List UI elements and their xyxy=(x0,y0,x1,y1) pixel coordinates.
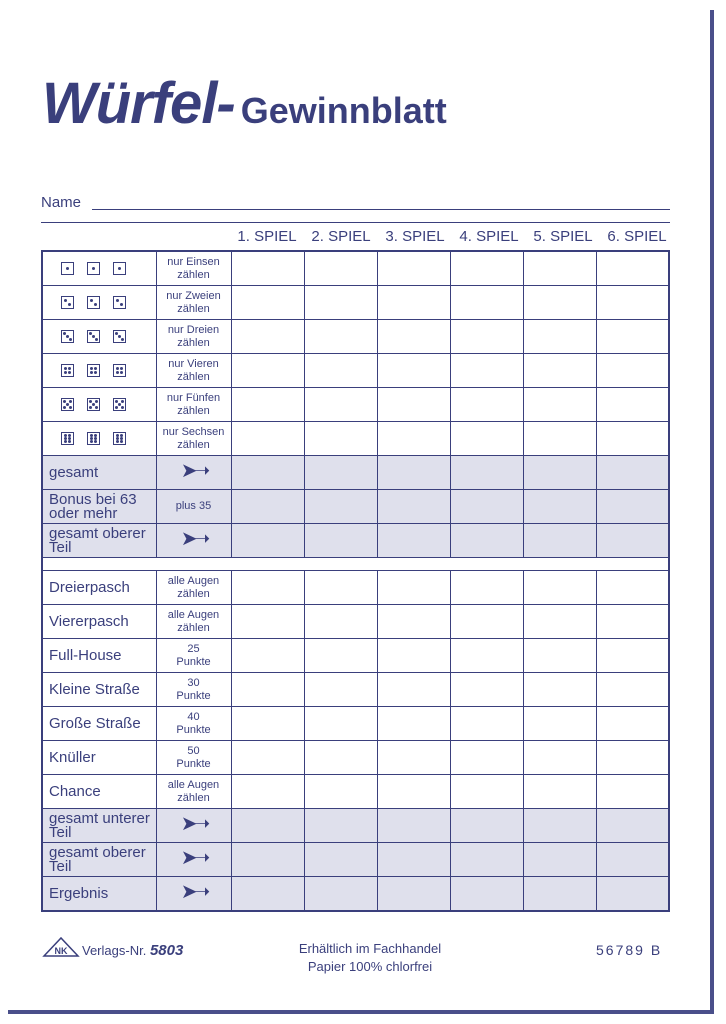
title-part1: Würfel- xyxy=(42,71,235,136)
dice-cell xyxy=(42,388,156,422)
upper-sum-1-score-5[interactable] xyxy=(523,490,596,524)
sum-row xyxy=(42,809,669,843)
category-label: Dreierpasch xyxy=(42,571,156,605)
table-row xyxy=(42,422,669,456)
upper-2-score-5[interactable] xyxy=(523,286,596,320)
upper-2-score-4[interactable] xyxy=(450,286,523,320)
lower-2-score-4[interactable] xyxy=(450,639,523,673)
upper-6-score-3[interactable] xyxy=(377,422,450,456)
footer-line2: Papier 100% chlorfrei xyxy=(307,959,433,974)
arrow-icon: ➤➝ xyxy=(180,880,207,903)
sum-description xyxy=(156,456,231,490)
upper-1-score-4[interactable] xyxy=(450,251,523,286)
lower-sum-1-score-1[interactable] xyxy=(231,843,304,877)
upper-5-score-6[interactable] xyxy=(596,388,669,422)
lower-1-score-1[interactable] xyxy=(231,605,304,639)
sum-label: Ergebnis xyxy=(42,877,156,912)
upper-3-score-5[interactable] xyxy=(523,320,596,354)
dice-cell xyxy=(42,354,156,388)
die-2-icon xyxy=(61,296,74,309)
lower-3-score-6[interactable] xyxy=(596,673,669,707)
lower-6-score-4[interactable] xyxy=(450,775,523,809)
category-label: Knüller xyxy=(42,741,156,775)
rule-description: nur Sechsen zählen xyxy=(156,422,231,456)
sum-description: plus 35 xyxy=(156,490,231,524)
divider xyxy=(41,222,670,223)
lower-4-score-5[interactable] xyxy=(523,707,596,741)
upper-1-score-5[interactable] xyxy=(523,251,596,286)
upper-2-score-6[interactable] xyxy=(596,286,669,320)
lower-5-score-6[interactable] xyxy=(596,741,669,775)
upper-6-score-2[interactable] xyxy=(304,422,377,456)
die-2-icon xyxy=(87,296,100,309)
name-input-line[interactable] xyxy=(92,209,670,210)
game-header-4: 4. SPIEL xyxy=(459,228,519,245)
lower-3-score-2[interactable] xyxy=(304,673,377,707)
upper-6-score-5[interactable] xyxy=(523,422,596,456)
upper-1-score-1[interactable] xyxy=(231,251,304,286)
category-label: Kleine Straße xyxy=(42,673,156,707)
lower-6-score-5[interactable] xyxy=(523,775,596,809)
lower-0-score-2[interactable] xyxy=(304,571,377,605)
upper-sum-0-score-3[interactable] xyxy=(377,456,450,490)
lower-sum-1-score-5[interactable] xyxy=(523,843,596,877)
lower-sum-0-score-4[interactable] xyxy=(450,809,523,843)
sum-row xyxy=(42,877,669,912)
game-headers xyxy=(230,228,672,248)
upper-4-score-5[interactable] xyxy=(523,354,596,388)
upper-4-score-4[interactable] xyxy=(450,354,523,388)
upper-6-score-1[interactable] xyxy=(231,422,304,456)
table-row xyxy=(42,673,669,707)
arrow-icon: ➤➝ xyxy=(180,459,207,482)
table-row xyxy=(42,320,669,354)
upper-4-score-3[interactable] xyxy=(377,354,450,388)
rule-description: nur Vieren zählen xyxy=(156,354,231,388)
die-6-icon xyxy=(87,432,100,445)
lower-sum-2-score-2[interactable] xyxy=(304,877,377,912)
game-header-2: 2. SPIEL xyxy=(311,228,371,245)
sum-label: Bonus bei 63 oder mehr xyxy=(42,490,156,524)
lower-sum-2-score-3[interactable] xyxy=(377,877,450,912)
sum-label: gesamt unterer Teil xyxy=(42,809,156,843)
dice-cell xyxy=(42,320,156,354)
die-2-icon xyxy=(113,296,126,309)
sum-row xyxy=(42,843,669,877)
lower-0-score-1[interactable] xyxy=(231,571,304,605)
lower-5-score-4[interactable] xyxy=(450,741,523,775)
upper-5-score-5[interactable] xyxy=(523,388,596,422)
game-header-1: 1. SPIEL xyxy=(237,228,297,245)
dice-cell xyxy=(42,286,156,320)
lower-sum-1-score-3[interactable] xyxy=(377,843,450,877)
lower-5-score-5[interactable] xyxy=(523,741,596,775)
lower-2-score-6[interactable] xyxy=(596,639,669,673)
lower-4-score-2[interactable] xyxy=(304,707,377,741)
lower-1-score-2[interactable] xyxy=(304,605,377,639)
category-label: Full-House xyxy=(42,639,156,673)
lower-5-score-2[interactable] xyxy=(304,741,377,775)
die-6-icon xyxy=(61,432,74,445)
rule-description: alle Augen zählen xyxy=(156,775,231,809)
table-row xyxy=(42,571,669,605)
die-1-icon xyxy=(113,262,126,275)
sum-label: gesamt xyxy=(42,456,156,490)
rule-description: nur Einsen zählen xyxy=(156,251,231,286)
lower-2-score-5[interactable] xyxy=(523,639,596,673)
lower-sum-0-score-5[interactable] xyxy=(523,809,596,843)
lower-1-score-4[interactable] xyxy=(450,605,523,639)
upper-sum-2-score-3[interactable] xyxy=(377,524,450,558)
die-6-icon xyxy=(113,432,126,445)
lower-sum-2-score-6[interactable] xyxy=(596,877,669,912)
upper-4-score-1[interactable] xyxy=(231,354,304,388)
sum-row xyxy=(42,524,669,558)
die-5-icon xyxy=(61,398,74,411)
upper-sum-0-score-1[interactable] xyxy=(231,456,304,490)
upper-sum-2-score-5[interactable] xyxy=(523,524,596,558)
sum-description xyxy=(156,843,231,877)
footer-center xyxy=(260,940,480,976)
upper-5-score-2[interactable] xyxy=(304,388,377,422)
upper-3-score-4[interactable] xyxy=(450,320,523,354)
table-row xyxy=(42,639,669,673)
lower-0-score-3[interactable] xyxy=(377,571,450,605)
sum-label: gesamt oberer Teil xyxy=(42,524,156,558)
upper-2-score-2[interactable] xyxy=(304,286,377,320)
game-header-3: 3. SPIEL xyxy=(385,228,445,245)
lower-sum-1-score-6[interactable] xyxy=(596,843,669,877)
table-row xyxy=(42,388,669,422)
logo-text: NK xyxy=(54,946,68,956)
upper-sum-2-score-1[interactable] xyxy=(231,524,304,558)
upper-sum-0-score-2[interactable] xyxy=(304,456,377,490)
die-3-icon xyxy=(113,330,126,343)
table-row xyxy=(42,605,669,639)
rule-description: alle Augen zählen xyxy=(156,605,231,639)
sum-description xyxy=(156,877,231,912)
rule-description: nur Fünfen zählen xyxy=(156,388,231,422)
lower-1-score-6[interactable] xyxy=(596,605,669,639)
sum-description xyxy=(156,524,231,558)
upper-2-score-1[interactable] xyxy=(231,286,304,320)
footer-code: 56789 B xyxy=(596,942,663,958)
upper-5-score-3[interactable] xyxy=(377,388,450,422)
die-1-icon xyxy=(61,262,74,275)
game-header-5: 5. SPIEL xyxy=(533,228,593,245)
game-header-6: 6. SPIEL xyxy=(607,228,667,245)
die-4-icon xyxy=(61,364,74,377)
lower-5-score-3[interactable] xyxy=(377,741,450,775)
score-table xyxy=(41,250,670,912)
arrow-icon: ➤➝ xyxy=(180,812,207,835)
verlag-number: 5803 xyxy=(149,942,184,959)
lower-1-score-5[interactable] xyxy=(523,605,596,639)
lower-sum-1-score-4[interactable] xyxy=(450,843,523,877)
die-5-icon xyxy=(87,398,100,411)
lower-sum-0-score-2[interactable] xyxy=(304,809,377,843)
lower-1-score-3[interactable] xyxy=(377,605,450,639)
lower-6-score-1[interactable] xyxy=(231,775,304,809)
upper-sum-2-score-2[interactable] xyxy=(304,524,377,558)
upper-1-score-2[interactable] xyxy=(304,251,377,286)
category-label: Viererpasch xyxy=(42,605,156,639)
lower-3-score-4[interactable] xyxy=(450,673,523,707)
rule-description: nur Dreien zählen xyxy=(156,320,231,354)
die-5-icon xyxy=(113,398,126,411)
table-row xyxy=(42,741,669,775)
lower-4-score-3[interactable] xyxy=(377,707,450,741)
upper-sum-1-score-4[interactable] xyxy=(450,490,523,524)
upper-3-score-2[interactable] xyxy=(304,320,377,354)
lower-6-score-6[interactable] xyxy=(596,775,669,809)
lower-5-score-1[interactable] xyxy=(231,741,304,775)
arrow-icon: ➤➝ xyxy=(180,527,207,550)
die-1-icon xyxy=(87,262,100,275)
lower-4-score-1[interactable] xyxy=(231,707,304,741)
arrow-icon: ➤➝ xyxy=(180,846,207,869)
lower-sum-0-score-6[interactable] xyxy=(596,809,669,843)
upper-6-score-4[interactable] xyxy=(450,422,523,456)
lower-2-score-1[interactable] xyxy=(231,639,304,673)
lower-sum-0-score-1[interactable] xyxy=(231,809,304,843)
table-row xyxy=(42,775,669,809)
lower-4-score-4[interactable] xyxy=(450,707,523,741)
rule-description: 25 Punkte xyxy=(156,639,231,673)
sum-row xyxy=(42,456,669,490)
lower-2-score-2[interactable] xyxy=(304,639,377,673)
upper-sum-0-score-4[interactable] xyxy=(450,456,523,490)
publisher-number xyxy=(82,942,183,959)
lower-sum-2-score-4[interactable] xyxy=(450,877,523,912)
upper-4-score-2[interactable] xyxy=(304,354,377,388)
rule-description: nur Zweien zählen xyxy=(156,286,231,320)
dice-cell xyxy=(42,422,156,456)
rule-description: 30 Punkte xyxy=(156,673,231,707)
die-3-icon xyxy=(61,330,74,343)
sum-description xyxy=(156,809,231,843)
lower-sum-1-score-2[interactable] xyxy=(304,843,377,877)
sum-label: gesamt oberer Teil xyxy=(42,843,156,877)
footer-line1: Erhältlich im Fachhandel xyxy=(298,941,442,956)
lower-3-score-5[interactable] xyxy=(523,673,596,707)
upper-1-score-3[interactable] xyxy=(377,251,450,286)
name-label: Name xyxy=(41,194,82,211)
upper-sum-1-score-3[interactable] xyxy=(377,490,450,524)
lower-sum-2-score-5[interactable] xyxy=(523,877,596,912)
lower-6-score-2[interactable] xyxy=(304,775,377,809)
sum-row xyxy=(42,490,669,524)
table-row xyxy=(42,286,669,320)
upper-6-score-6[interactable] xyxy=(596,422,669,456)
lower-0-score-5[interactable] xyxy=(523,571,596,605)
publisher-logo xyxy=(42,936,80,958)
rule-description: alle Augen zählen xyxy=(156,571,231,605)
upper-2-score-3[interactable] xyxy=(377,286,450,320)
lower-0-score-6[interactable] xyxy=(596,571,669,605)
upper-3-score-6[interactable] xyxy=(596,320,669,354)
dice-cell xyxy=(42,251,156,286)
table-row xyxy=(42,354,669,388)
rule-description: 40 Punkte xyxy=(156,707,231,741)
category-label: Große Straße xyxy=(42,707,156,741)
lower-3-score-1[interactable] xyxy=(231,673,304,707)
upper-sum-1-score-6[interactable] xyxy=(596,490,669,524)
lower-sum-0-score-3[interactable] xyxy=(377,809,450,843)
upper-sum-1-score-2[interactable] xyxy=(304,490,377,524)
die-3-icon xyxy=(87,330,100,343)
die-4-icon xyxy=(87,364,100,377)
title-part2: Gewinnblatt xyxy=(240,90,447,131)
upper-3-score-3[interactable] xyxy=(377,320,450,354)
upper-4-score-6[interactable] xyxy=(596,354,669,388)
lower-sum-2-score-1[interactable] xyxy=(231,877,304,912)
page-title xyxy=(42,70,447,137)
upper-sum-2-score-6[interactable] xyxy=(596,524,669,558)
die-4-icon xyxy=(113,364,126,377)
rule-description: 50 Punkte xyxy=(156,741,231,775)
upper-5-score-1[interactable] xyxy=(231,388,304,422)
upper-sum-2-score-4[interactable] xyxy=(450,524,523,558)
lower-4-score-6[interactable] xyxy=(596,707,669,741)
upper-5-score-4[interactable] xyxy=(450,388,523,422)
table-row xyxy=(42,251,669,286)
verlag-label: Verlags-Nr. xyxy=(82,943,147,958)
lower-3-score-3[interactable] xyxy=(377,673,450,707)
category-label: Chance xyxy=(42,775,156,809)
upper-3-score-1[interactable] xyxy=(231,320,304,354)
upper-sum-0-score-5[interactable] xyxy=(523,456,596,490)
upper-sum-1-score-1[interactable] xyxy=(231,490,304,524)
table-row xyxy=(42,707,669,741)
lower-2-score-3[interactable] xyxy=(377,639,450,673)
lower-6-score-3[interactable] xyxy=(377,775,450,809)
lower-0-score-4[interactable] xyxy=(450,571,523,605)
upper-sum-0-score-6[interactable] xyxy=(596,456,669,490)
upper-1-score-6[interactable] xyxy=(596,251,669,286)
